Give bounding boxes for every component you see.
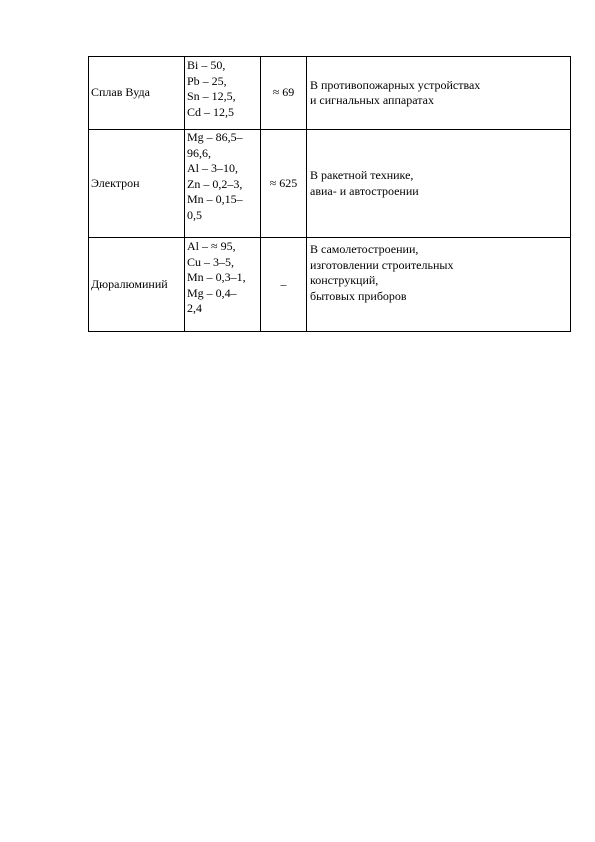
composition-line: Al – 3–10,: [187, 161, 238, 175]
composition-cell: [185, 238, 261, 332]
composition-line: Cu – 3–5,: [187, 254, 235, 269]
composition-line: 96,6,: [187, 145, 211, 160]
application-line: В самолетостроении,: [310, 242, 419, 256]
composition-line: Cd – 12,5: [187, 104, 235, 119]
alloy-name-cell: Электрон: [89, 130, 185, 238]
composition-cell: [185, 130, 261, 238]
application-line: авиа- и автостроении: [310, 183, 419, 198]
application-line: бытовых приборов: [310, 288, 407, 303]
alloy-name-cell: Дюралюминий: [89, 238, 185, 332]
application-cell: [307, 130, 571, 238]
composition-line: 2,4: [187, 301, 202, 315]
composition-line: Mg – 86,5–: [187, 130, 243, 144]
application-cell: [307, 57, 571, 130]
composition-line: 0,5: [187, 207, 202, 222]
composition-line: Bi – 50,: [187, 58, 226, 72]
composition-line: Mg – 0,4–: [187, 285, 237, 300]
composition-line: Sn – 12,5,: [187, 89, 236, 103]
alloys-table: [88, 56, 571, 332]
temperature-cell: –: [261, 238, 307, 332]
composition-line: Mn – 0,3–1,: [187, 270, 246, 284]
composition-cell: [185, 57, 261, 130]
table-row: [89, 130, 571, 238]
temperature-cell: ≈ 625: [261, 130, 307, 238]
composition-line: Zn – 0,2–3,: [187, 176, 243, 191]
application-line: В противопожарных устройствах: [310, 77, 481, 92]
table-row: [89, 57, 571, 130]
application-line: и сигнальных аппаратах: [310, 93, 434, 107]
application-line: конструкций,: [310, 273, 379, 287]
application-line: изготовлении строительных: [310, 257, 454, 272]
composition-line: Pb – 25,: [187, 73, 227, 88]
composition-line: Al – ≈ 95,: [187, 239, 236, 253]
application-line: В ракетной технике,: [310, 168, 414, 182]
temperature-cell: ≈ 69: [261, 57, 307, 130]
alloy-name-cell: Сплав Вуда: [89, 57, 185, 130]
composition-line: Mn – 0,15–: [187, 192, 243, 206]
table-row: [89, 238, 571, 332]
application-cell: [307, 238, 571, 332]
